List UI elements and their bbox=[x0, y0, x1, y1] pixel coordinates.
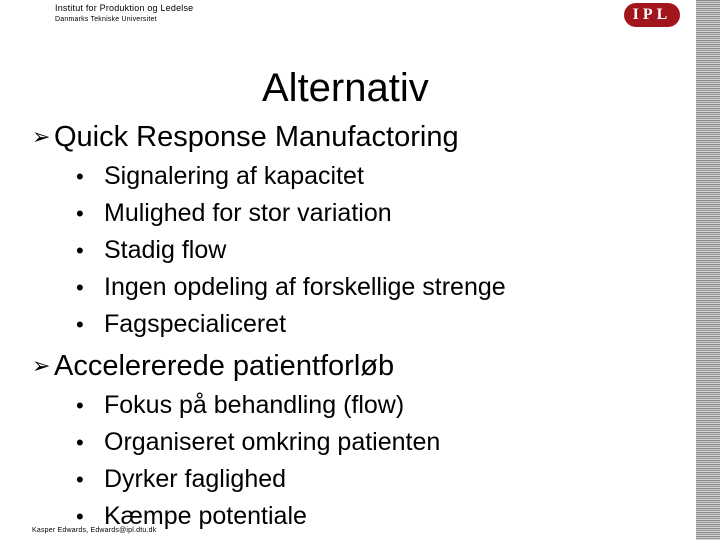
dot-bullet-icon: • bbox=[76, 164, 84, 189]
dot-bullet-icon: • bbox=[76, 430, 84, 455]
list-item-label: Mulighed for stor variation bbox=[104, 199, 392, 227]
list-item-label: Fokus på behandling (flow) bbox=[104, 391, 405, 419]
logo-text: IPL bbox=[632, 6, 672, 23]
dot-bullet-icon: • bbox=[76, 201, 84, 226]
list-item-label: Fagspecialiceret bbox=[104, 310, 287, 338]
list-item-label: Dyrker faglighed bbox=[104, 465, 287, 493]
list-item-label: Stadig flow bbox=[104, 236, 227, 264]
list-item bbox=[76, 232, 506, 269]
dot-bullet-icon: • bbox=[76, 275, 84, 300]
header-institute: Institut for Produktion og Ledelse bbox=[55, 3, 194, 13]
dot-bullet-icon: • bbox=[76, 312, 84, 337]
list-item bbox=[76, 306, 506, 343]
list-item bbox=[76, 387, 440, 424]
slide-title: Alternativ bbox=[262, 66, 429, 110]
arrow-bullet-icon: ➢ bbox=[32, 124, 51, 149]
list-item bbox=[76, 424, 440, 461]
section-heading-label: Accelererede patientforløb bbox=[54, 350, 395, 382]
list-item bbox=[76, 195, 506, 232]
section-heading-patient bbox=[32, 349, 394, 383]
dot-bullet-icon: • bbox=[76, 238, 84, 263]
dot-bullet-icon: • bbox=[76, 504, 84, 529]
section-heading-qrm bbox=[32, 120, 459, 154]
bullet-list-qrm bbox=[76, 158, 506, 343]
list-item bbox=[76, 269, 506, 306]
list-item-label: Ingen opdeling af forskellige strenge bbox=[104, 273, 506, 301]
ipl-logo bbox=[624, 3, 680, 27]
list-item-label: Kæmpe potentiale bbox=[104, 502, 307, 530]
list-item-label: Signalering af kapacitet bbox=[104, 162, 364, 190]
dot-bullet-icon: • bbox=[76, 467, 84, 492]
list-item-label: Organiseret omkring patienten bbox=[104, 428, 441, 456]
list-item bbox=[76, 158, 506, 195]
arrow-bullet-icon: ➢ bbox=[32, 353, 51, 378]
list-item bbox=[76, 461, 440, 498]
section-heading-label: Quick Response Manufactoring bbox=[54, 121, 459, 153]
side-stripe bbox=[696, 0, 720, 540]
bullet-list-patient bbox=[76, 387, 440, 535]
dot-bullet-icon: • bbox=[76, 393, 84, 418]
footer-contact: Kasper Edwards, Edwards@ipl.dtu.dk bbox=[32, 527, 157, 534]
header-university: Danmarks Tekniske Universitet bbox=[55, 16, 157, 23]
